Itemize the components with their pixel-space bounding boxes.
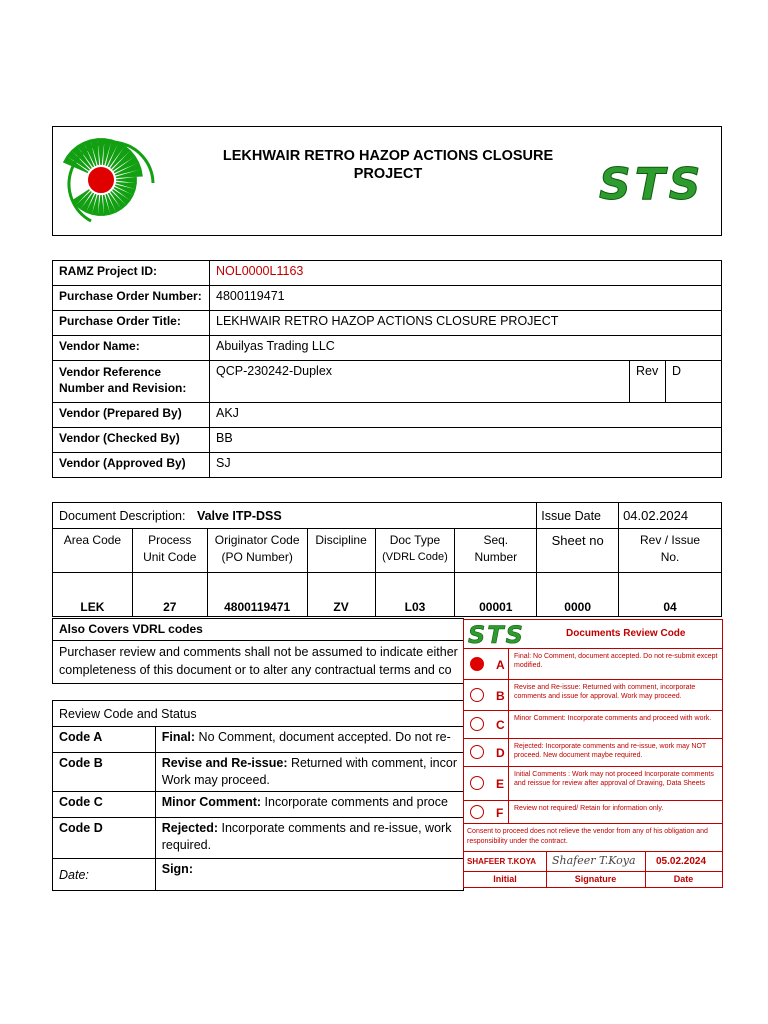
column-header-line1: Sheet no [551, 533, 604, 548]
reviewer-signature: Shafeer T.Koya [552, 854, 636, 867]
column-header-line2: (VDRL Code) [382, 551, 448, 563]
column-header-line1: Rev / Issue [640, 533, 701, 547]
column-value: L03 [375, 573, 455, 617]
document-code-table [52, 502, 722, 617]
code-letter: D [496, 746, 505, 760]
column-value: 0000 [537, 573, 619, 617]
review-code-table [52, 700, 464, 888]
review-code: Code D [53, 818, 156, 859]
company-logo [61, 133, 157, 229]
column-value: LEK [53, 573, 133, 617]
radio-icon [470, 688, 484, 702]
column-header [619, 529, 722, 573]
stamp-footer-row [464, 871, 722, 887]
footer-initial: Initial [493, 874, 517, 884]
review-code: Code C [53, 792, 156, 818]
review-code: Code A [53, 727, 156, 753]
code-letter: B [496, 688, 505, 703]
purchaser-note-line2: completeness of this document or to alter any contractual terms and co [59, 663, 452, 677]
column-header [207, 529, 307, 573]
code-description: Minor Comment: Incorporate comments and proceed with work. [514, 715, 712, 722]
purchaser-note-line1: Purchaser review and comments shall not be assumed to indicate either [59, 645, 458, 659]
column-value-row [53, 573, 722, 617]
stamp-signature-row [464, 851, 722, 871]
code-letter: E [496, 777, 505, 791]
footer-date: Date [673, 874, 694, 884]
stamp-consent [464, 823, 722, 851]
approved-value: SJ [210, 453, 722, 478]
column-header-row [53, 529, 722, 573]
date-label: Date: [53, 859, 156, 891]
po-title-value: LEKHWAIR RETRO HAZOP ACTIONS CLOSURE PROJECT [210, 311, 722, 336]
document-header [52, 126, 722, 236]
code-description: Revise and Re-issue: Returned with comment, incorporate comments and issue for approval. Work may proceed. [514, 684, 696, 700]
ramz-value: NOL0000L1163 [210, 261, 722, 286]
column-header-line1: Seq. [483, 533, 509, 547]
po-title-label: Purchase Order Title: [53, 311, 210, 336]
code-letter: F [496, 805, 504, 820]
column-header-line2: (PO Number) [221, 550, 293, 564]
vendor-ref-value: QCP-230242-Duplex [210, 361, 630, 403]
review-desc: Rejected: Incorporate comments and re-issue, work required. [155, 818, 463, 859]
column-header [53, 529, 133, 573]
column-header-line2: Unit Code [143, 550, 197, 564]
code-description: Initial Comments : Work may not proceed Incorporate comments and reissue for review after approval of Drawing, Data Sheets [514, 771, 714, 787]
column-header [455, 529, 537, 573]
stamp-title: Documents Review Code [566, 628, 686, 639]
covers-vdrl-label: Also Covers VDRL codes [52, 618, 464, 641]
code-description: Rejected: Incorporate comments and re-issue, work may NOT proceed. New document maybe required. [514, 743, 707, 759]
column-header-line1: Discipline [315, 533, 367, 547]
stamp-code-row-a [464, 648, 722, 679]
column-header [537, 529, 619, 573]
vendor-ref-label: Vendor Reference Number and Revision: [53, 361, 210, 403]
column-value: 00001 [455, 573, 537, 617]
column-value: 4800119471 [207, 573, 307, 617]
review-code: Code B [53, 753, 156, 792]
sts-logo: STS [599, 159, 705, 210]
rev-label: Rev [630, 361, 666, 403]
approved-label: Vendor (Approved By) [53, 453, 210, 478]
sign-label: Sign: [155, 859, 463, 891]
prepared-label: Vendor (Prepared By) [53, 403, 210, 428]
review-desc: Revise and Re-issue: Returned with comment, incor Work may proceed. [155, 753, 463, 792]
project-title [203, 147, 573, 183]
stamp-code-row-b [464, 679, 722, 710]
review-desc: Final: No Comment, document accepted. Do not re- [155, 727, 463, 753]
column-header-line2: No. [660, 550, 680, 564]
column-value: 27 [132, 573, 207, 617]
stamp-code-row-c [464, 710, 722, 738]
reviewer-name: SHAFEER T.KOYA [467, 857, 537, 866]
po-number-label: Purchase Order Number: [53, 286, 210, 311]
column-value: ZV [307, 573, 375, 617]
column-header-line1: Process [148, 533, 192, 547]
vendor-name-value: Abuilyas Trading LLC [210, 336, 722, 361]
column-header [132, 529, 207, 573]
code-letter: A [496, 657, 505, 672]
column-header [307, 529, 375, 573]
review-title: Review Code and Status [53, 701, 464, 727]
column-header [375, 529, 455, 573]
checked-value: BB [210, 428, 722, 453]
radio-icon [470, 805, 484, 819]
stamp-code-row-e [464, 766, 722, 800]
code-description: Final: No Comment, document accepted. Do not re-submit except modified. [514, 653, 718, 669]
sts-stamp-logo: STS [468, 621, 525, 649]
rev-value: D [666, 361, 722, 403]
po-number-value: 4800119471 [210, 286, 722, 311]
radio-icon [470, 717, 484, 731]
stamp-code-row-d [464, 738, 722, 766]
issue-date-value: 04.02.2024 [619, 503, 722, 529]
radio-icon [470, 745, 484, 759]
column-header-line1: Doc Type [389, 533, 441, 547]
review-date: 05.02.2024 [656, 856, 707, 867]
code-letter: C [496, 718, 505, 732]
column-header-line1: Originator Code [214, 533, 300, 547]
code-description: Review not required/ Retain for information only. [514, 805, 664, 812]
footer-signature: Signature [574, 874, 617, 884]
project-title-line1: LEKHWAIR RETRO HAZOP ACTIONS CLOSURE [222, 148, 554, 164]
project-title-line2: PROJECT [353, 166, 423, 182]
purchaser-note [52, 640, 464, 684]
doc-description-label: Document Description: [59, 508, 186, 523]
consent-text: Consent to proceed does not relieve the vendor from any of his obligation and responsibility under the contract. [467, 828, 708, 845]
prepared-value: AKJ [210, 403, 722, 428]
stamp-code-row-f [464, 800, 722, 823]
column-header-line2: Number [474, 550, 518, 564]
vendor-name-label: Vendor Name: [53, 336, 210, 361]
doc-description [53, 503, 537, 529]
checked-label: Vendor (Checked By) [53, 428, 210, 453]
column-value: 04 [619, 573, 722, 617]
column-header-line1: Area Code [63, 533, 122, 547]
doc-description-value: Valve ITP-DSS [196, 508, 282, 523]
issue-date-label: Issue Date [537, 503, 619, 529]
review-desc: Minor Comment: Incorporate comments and proce [155, 792, 463, 818]
review-stamp [463, 619, 723, 888]
radio-icon [470, 776, 484, 790]
selected-radio-icon [470, 657, 484, 671]
ramz-label: RAMZ Project ID: [53, 261, 210, 286]
project-info-table [52, 260, 722, 478]
